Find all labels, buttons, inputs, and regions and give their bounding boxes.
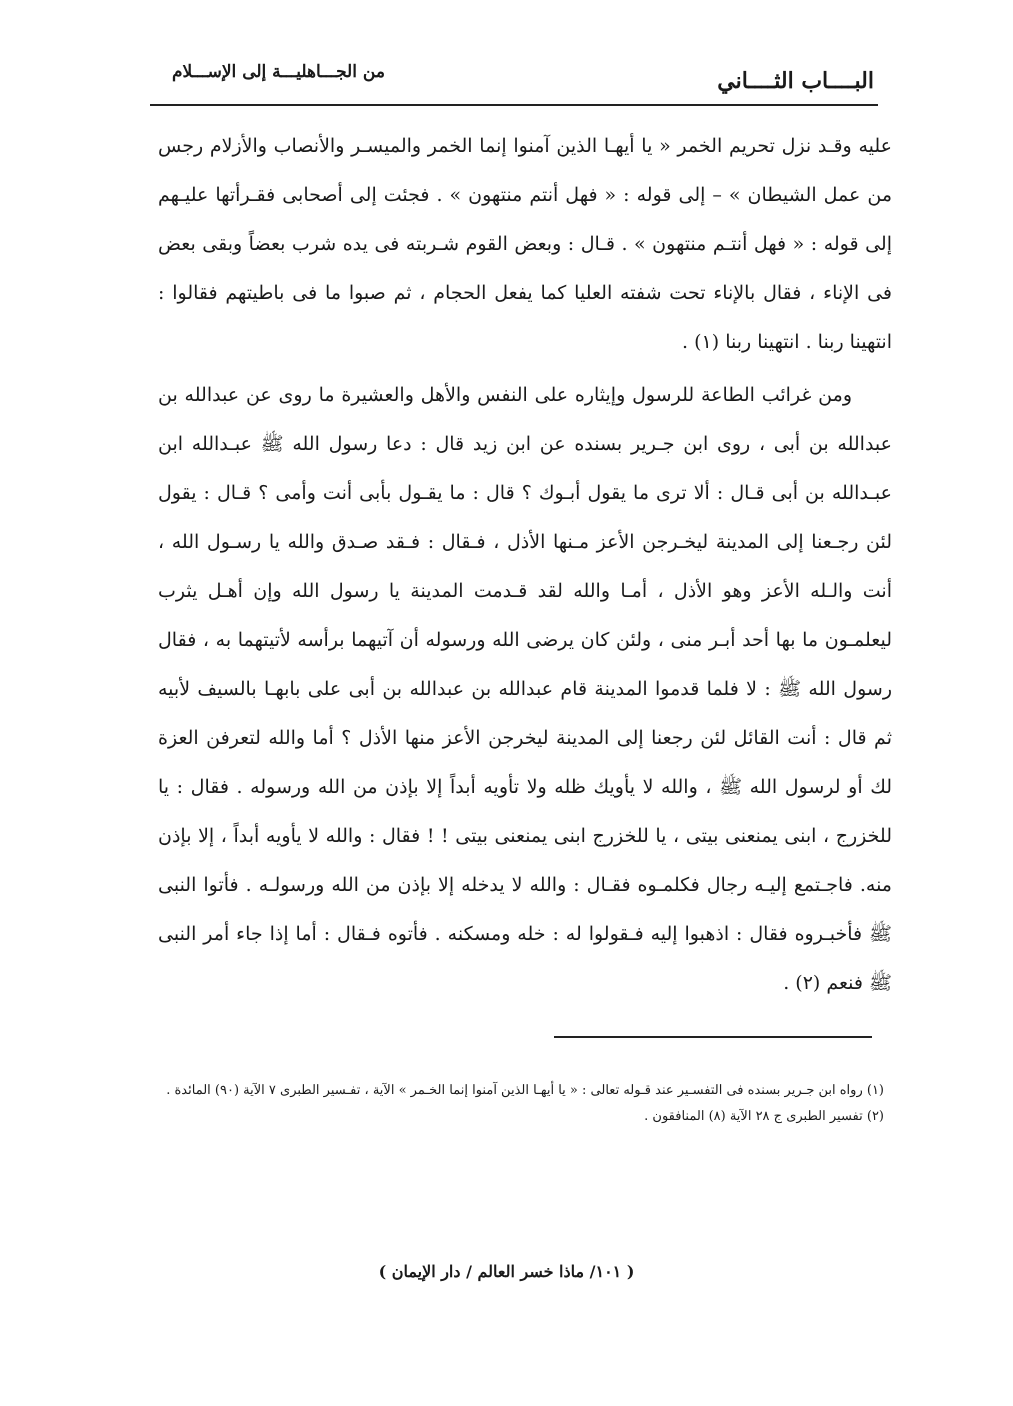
chapter-title: البــــاب الثــــاني	[717, 68, 874, 94]
paragraph: ومن غرائب الطاعة للرسول وإيثاره على النفس والأهل والعشيرة ما روى عن عبدالله بن عبدالله بن أبى ، روى ابن جـرير بسنده عن ابن زيد قال : دعا رسول الله ﷺ عبـدالله ابن عبـدالله بن أبى قـال : ألا ترى ما يقول أبـوك ؟ قال : ما يقـول بأبى أنت وأمى ؟ قـال : يقول لئن رجـعنا إلى المدينة ليخـرجن الأعز مـنها الأذل ، فـقال : فـقد صـدق والله يا رسـول الله ، أنت والـله الأعز وهو الأذل ، أمـا والله لقد قـدمت المدينة يا رسول الله وإن أهـل يثرب ليعلمـون ما بها أحد أبـر منى ، ولئن كان يرضى الله ورسوله أن آتيهما برأسه لأتيتهما به ، فقال رسول الله ﷺ : لا فلما قدموا المدينة قام عبدالله بن عبدالله بن أبى على بابهـا بالسيف لأبيه ثم قال : أنت القائل لئن رجعنا إلى المدينة ليخرجن الأعز منها الأذل ؟ أما والله لتعرفن العزة لك أو لرسول الله ﷺ ، والله لا يأويك ظله ولا تأويه أبداً إلا بإذن من الله ورسوله . فقال : يا للخزرج ، ابنى يمنعنى بيتى ، يا للخزرج ابنى يمنعنى بيتى ! ! فقال : والله لا يأويه أبداً ، إلا بإذن منه. فاجـتمع إليـه رجال فكلمـوه فقـال : والله لا يدخله إلا بإذن من الله ورسولـه . فأتوا النبى ﷺ فأخبـروه فقال : اذهبوا إليه فـقولوا له : خله ومسكنه . فأتوه فـقال : أما إذا جاء أمر النبى ﷺ فنعم (٢) .	[158, 384, 892, 994]
page-footer: ( ١٠١/ ماذا خسر العالم / دار الإيمان )	[378, 1262, 635, 1281]
footnote-separator	[554, 1036, 872, 1038]
book-section-title: من الجـــاهليـــة إلى الإســـلام	[172, 62, 385, 82]
footnote-2: (٢) تفسير الطبرى ج ٢٨ الآية (٨) المنافقون .	[644, 1109, 884, 1124]
running-header	[150, 58, 878, 106]
main-text	[158, 122, 892, 1008]
footnote-1: (١) رواه ابن جـرير بسنده فى التفسـير عند قـوله تعالى : « يا أيهـا الذين آمنوا إنما الخـمر » الآية ، تفـسير الطبرى ٧ الآية (٩٠) المائدة .	[166, 1083, 884, 1098]
footnotes	[148, 1078, 884, 1130]
paragraph: عليه وقـد نزل تحريم الخمر « يا أيهـا الذين آمنوا إنما الخمر والميسـر والأنصاب والأزلام رجس من عمل الشيطان » – إلى قوله : « فهل أنتم منتهون » . فجئت إلى أصحابى فقـرأتها عليـهم إلى قوله : « فهل أنتـم منتهون » . قـال : وبعض القوم شـربته فى يده شرب بعضاً وبقى بعض فى الإناء ، فقال بالإناء تحت شفته العليا كما يفعل الحجام ، ثم صبوا ما فى باطيتهم فقالوا : انتهينا ربنا . انتهينا ربنا (١) .	[158, 135, 893, 353]
